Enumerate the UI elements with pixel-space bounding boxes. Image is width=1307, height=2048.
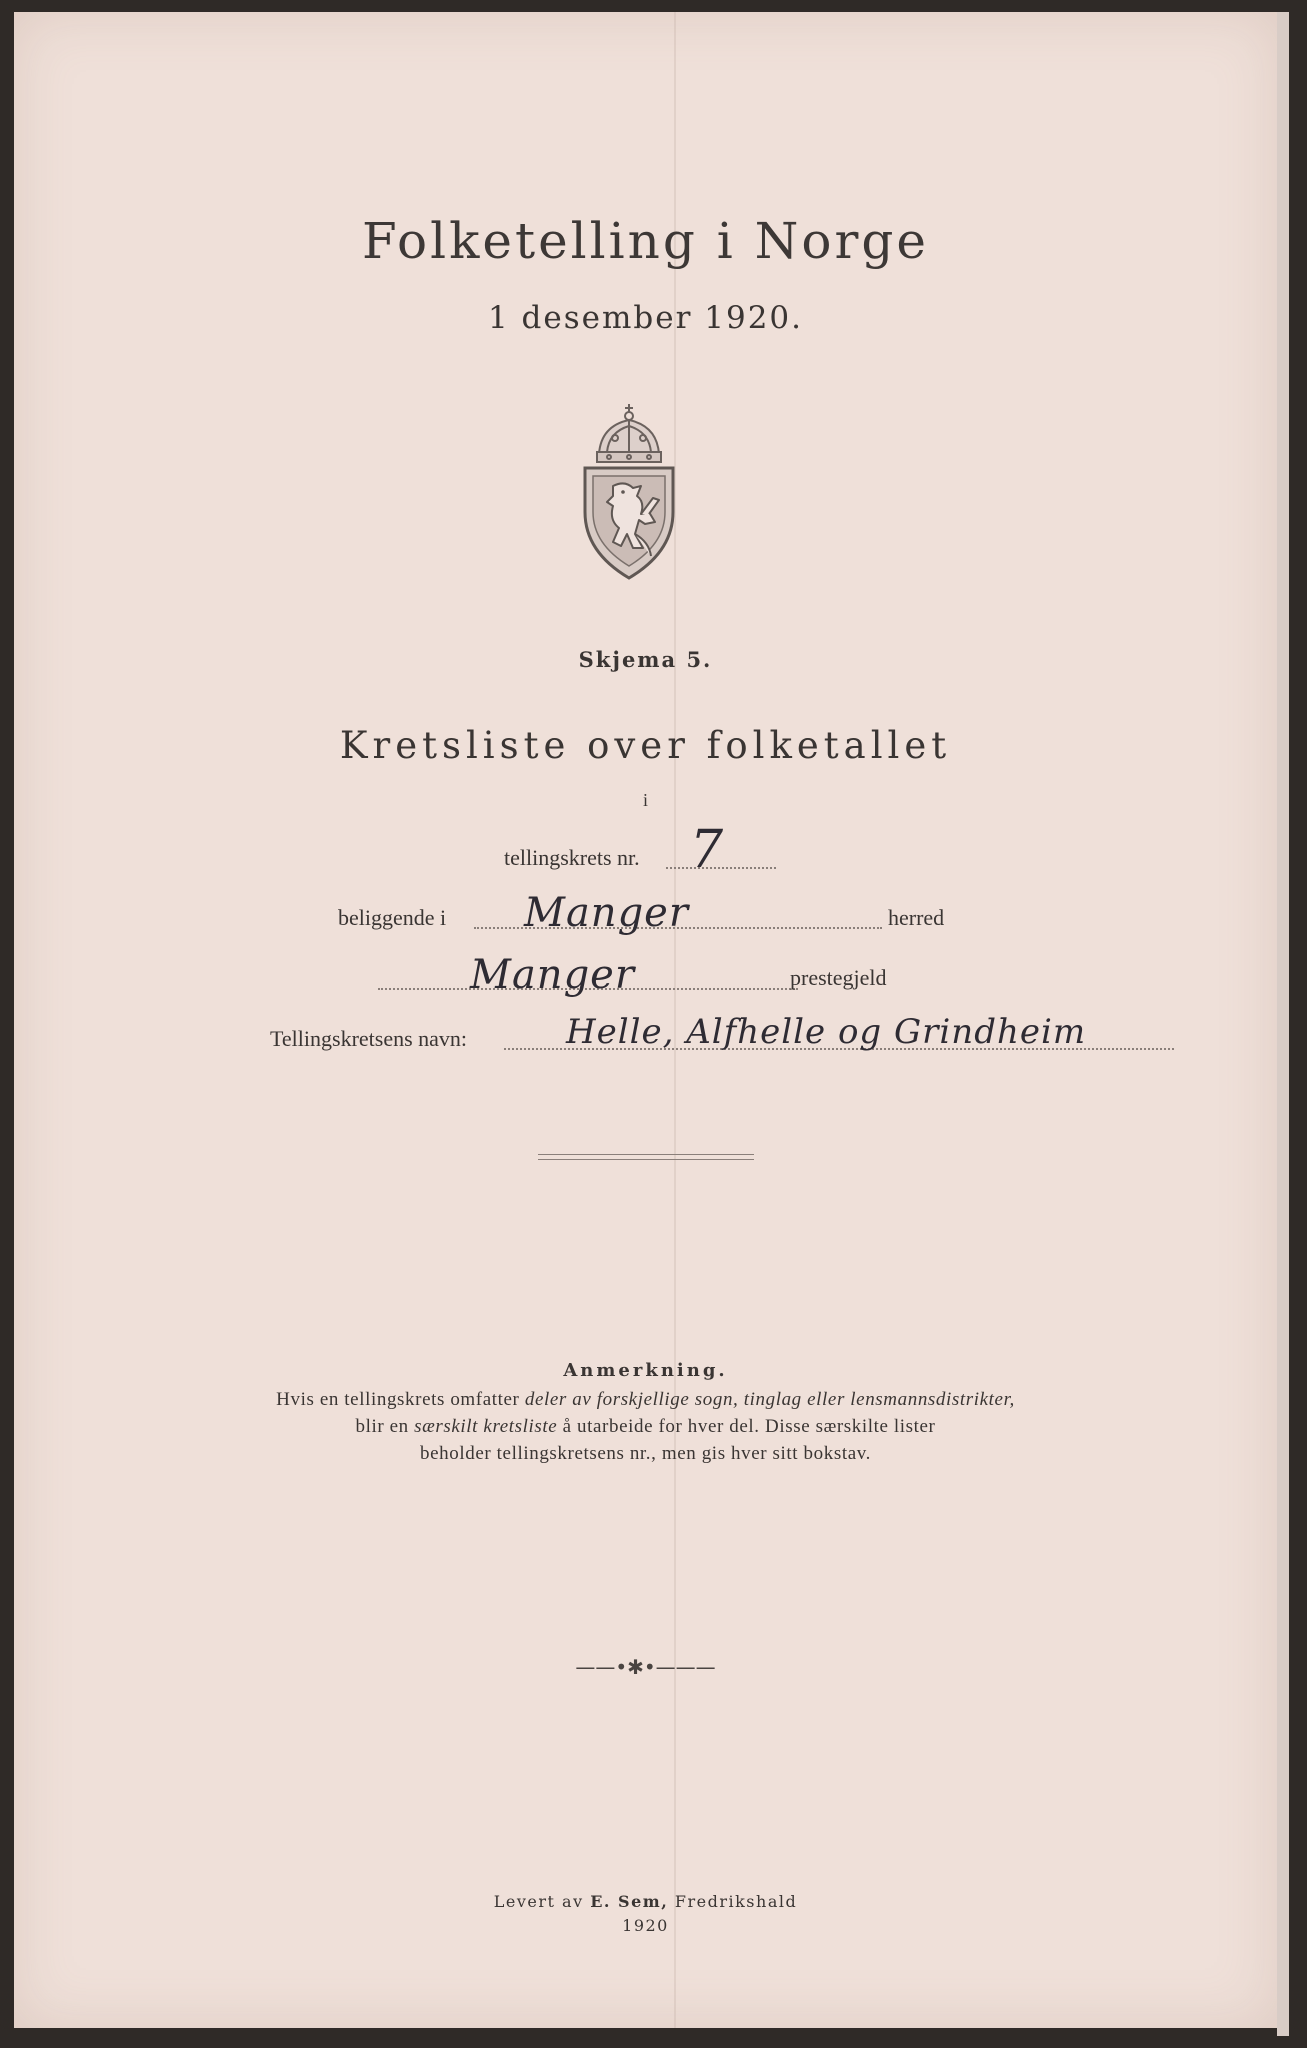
parish-value: Manger bbox=[470, 952, 635, 998]
herred-label: herred bbox=[888, 905, 945, 930]
located-in-value: Manger bbox=[524, 890, 689, 936]
census-date: 1 desember 1920. bbox=[487, 300, 804, 336]
note-line-2: blir en særskilt kretsliste å utarbeide for hver del. Disse særskilte lister bbox=[355, 1416, 936, 1437]
divider-rule bbox=[538, 1154, 754, 1160]
note-line-1: Hvis en tellingskrets omfatter deler av forskjellige sogn, tinglag eller lensmannsdistrikter, bbox=[276, 1389, 1015, 1410]
page-edge bbox=[1277, 12, 1289, 2036]
parish-label: prestegjeld bbox=[790, 965, 887, 990]
schema-number: Skjema 5. bbox=[578, 647, 713, 672]
note-line-3: beholder tellingskretsens nr., men gis hver sitt bokstav. bbox=[420, 1443, 871, 1464]
form-heading: Kretsliste over folketallet bbox=[339, 724, 952, 767]
note-title: Anmerkning. bbox=[563, 1360, 728, 1381]
located-in-label: beliggende i bbox=[338, 905, 447, 930]
district-name-label: Tellingskretsens navn: bbox=[270, 1026, 468, 1051]
printer-year: 1920 bbox=[622, 1916, 669, 1935]
census-form-page bbox=[14, 12, 1277, 2028]
heading-connector: i bbox=[642, 790, 648, 810]
decorative-ornament: ——•✱•——— bbox=[575, 1655, 716, 1679]
district-name-value: Helle, Alfhelle og Grindheim bbox=[566, 1012, 1087, 1052]
district-number-value: 7 bbox=[690, 820, 725, 880]
printer-line: Levert av E. Sem, Fredrikshald bbox=[493, 1892, 798, 1911]
norwegian-coat-of-arms-icon bbox=[579, 402, 679, 582]
district-number-label: tellingskrets nr. bbox=[504, 845, 640, 870]
page-title: Folketelling i Norge bbox=[362, 212, 929, 270]
